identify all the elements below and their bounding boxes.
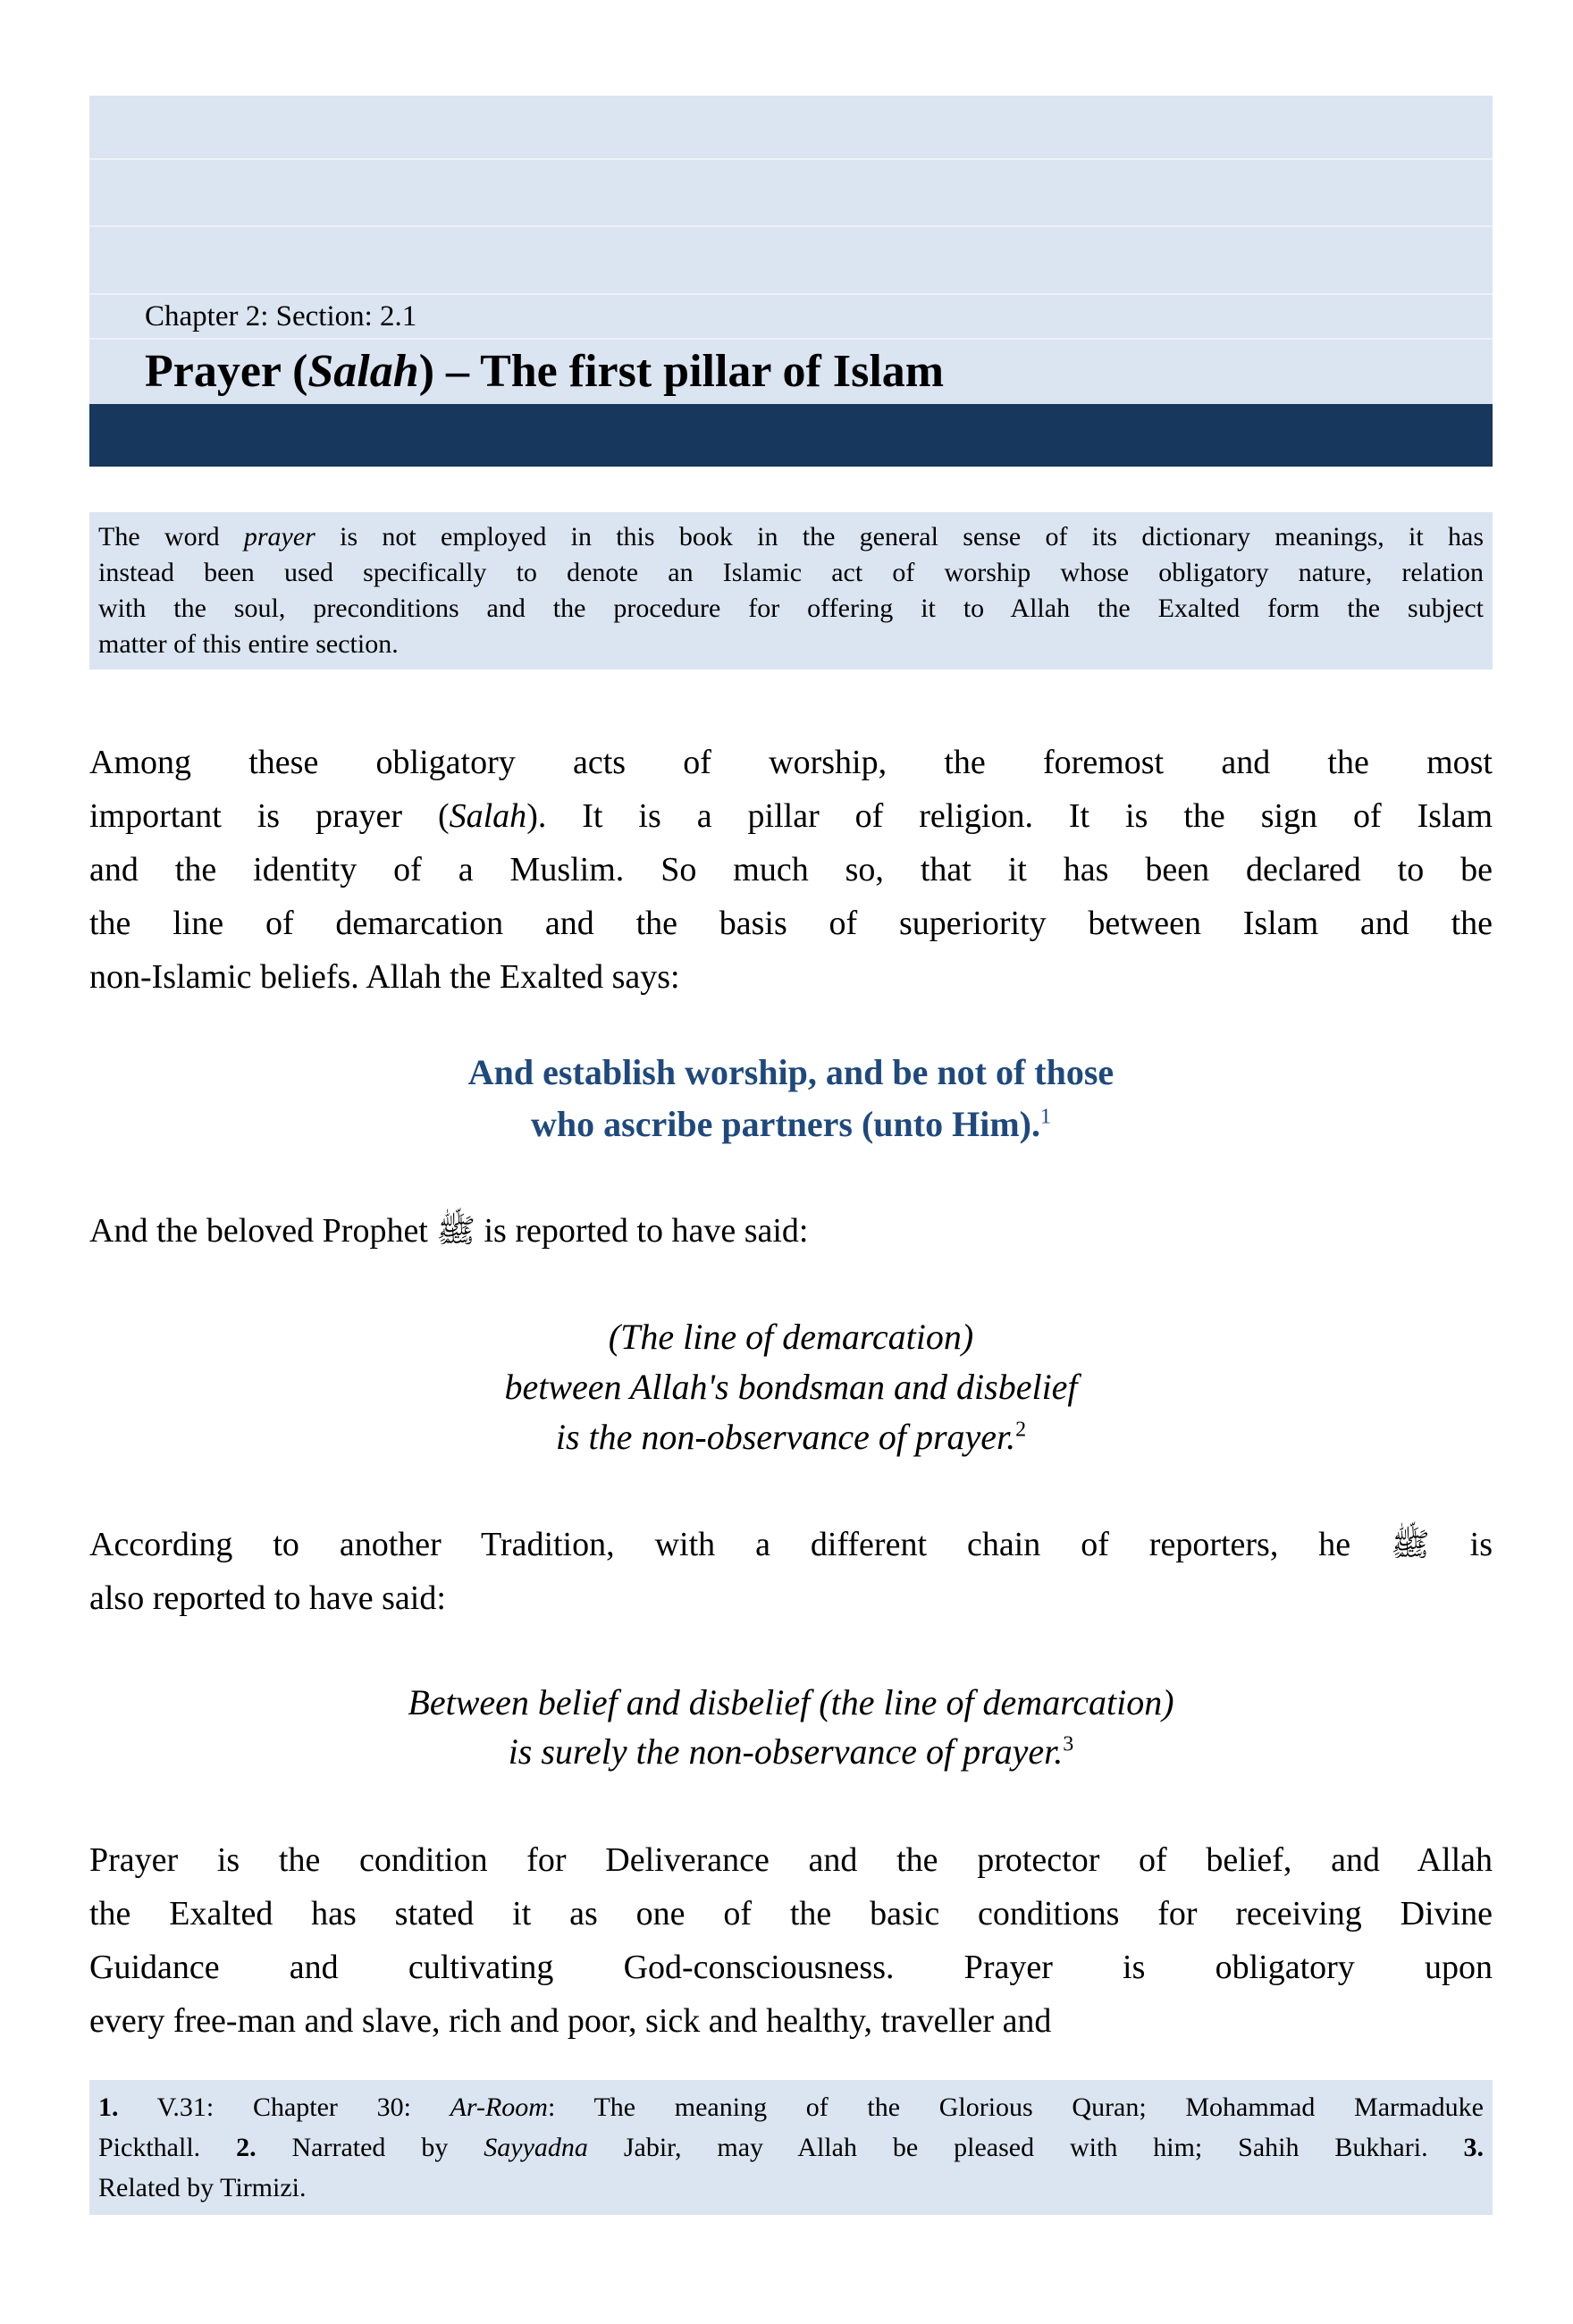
text-line: also reported to have said: xyxy=(89,1579,446,1617)
paragraph-deliverance xyxy=(89,1833,1493,2048)
text-line: And establish worship, and be not of those xyxy=(467,1052,1115,1092)
text-line: between Allah's bondsman and disbelief xyxy=(504,1367,1078,1407)
footnote-ref-2: 2 xyxy=(1015,1418,1027,1442)
body-text: is xyxy=(1429,1526,1493,1563)
text-line: and the identity of a Muslim. So much so, that it has been declared to be xyxy=(89,851,1493,888)
intro-text: The word xyxy=(98,522,244,552)
body-text: ). It is a pillar of religion. It is the sign of Islam xyxy=(526,797,1493,835)
intro-text: is not employed in this book in the general sense of its dictionary meanings, it has xyxy=(315,522,1484,552)
text-line: Between belief and disbelief (the line of demarcation) xyxy=(408,1682,1174,1722)
text-line: Guidance and cultivating God-consciousness. Prayer is obligatory upon xyxy=(89,1949,1493,1986)
text-line xyxy=(89,1518,1493,1571)
text-line xyxy=(98,2087,1484,2127)
text-line: every free-man and slave, rich and poor, sick and healthy, traveller and xyxy=(89,2002,1052,2040)
paragraph-another-tradition xyxy=(89,1518,1493,1625)
text-line: with the soul, preconditions and the procedure for offering it to Allah the Exalted form the subject xyxy=(98,594,1484,623)
header-row xyxy=(89,96,1493,160)
footnote-text: Pickthall. xyxy=(98,2133,237,2162)
title-divider-bar xyxy=(89,404,1493,467)
header-row xyxy=(89,160,1493,227)
footnote-ref-3: 3 xyxy=(1063,1732,1074,1756)
text-line: Among these obligatory acts of worship, the foremost and the most xyxy=(89,744,1493,781)
text-line xyxy=(89,1099,1493,1150)
footnote-italic-word: Ar-Room xyxy=(450,2092,548,2122)
footnote-number: 1. xyxy=(98,2092,119,2122)
footnote-text: V.31: Chapter 30: xyxy=(118,2092,450,2122)
intro-box xyxy=(89,512,1493,669)
body-text: important is prayer ( xyxy=(89,797,450,835)
title-text: Prayer ( xyxy=(145,346,308,397)
chapter-section-label xyxy=(89,295,1493,340)
quote-text: who ascribe partners (unto Him). xyxy=(531,1104,1040,1144)
footnote-text: Narrated by xyxy=(256,2133,484,2162)
footnotes-box xyxy=(89,2080,1493,2215)
text-line xyxy=(89,1204,1493,1258)
text-line: Prayer is the condition for Deliverance and the protector of belief, and Allah xyxy=(89,1841,1493,1879)
footnote-number: 2. xyxy=(236,2133,257,2162)
header-row xyxy=(89,227,1493,295)
header-band xyxy=(89,96,1493,404)
text-line: instead been used specifically to denote an Islamic act of worship whose obligatory nature, relation xyxy=(98,558,1484,587)
paragraph-prophet-reported xyxy=(89,1204,1493,1258)
text-line xyxy=(98,519,1484,555)
text-line xyxy=(89,1727,1493,1776)
footnote-number: 3. xyxy=(1463,2133,1484,2162)
footnote-italic-word: Sayyadna xyxy=(484,2133,588,2162)
text-line: matter of this entire section. xyxy=(98,629,399,659)
pbuh-calligraphy-symbol: ﷺ xyxy=(1391,1526,1430,1563)
page-title xyxy=(89,340,1493,404)
text-line xyxy=(89,789,1493,843)
quran-verse-quote xyxy=(89,1047,1493,1150)
footnote-text: Jabir, may Allah be pleased with him; Sahih Bukhari. xyxy=(587,2133,1464,2162)
text-line: the line of demarcation and the basis of superiority between Islam and the xyxy=(89,905,1493,942)
footnote-ref-1: 1 xyxy=(1039,1105,1051,1129)
intro-italic-word: prayer xyxy=(243,522,315,552)
body-text: According to another Tradition, with a different chain of reporters, he xyxy=(89,1526,1392,1563)
text-line: the Exalted has stated it as one of the basic conditions for receiving Divine xyxy=(89,1895,1493,1932)
text-line: Related by Tirmizi. xyxy=(98,2173,307,2202)
pbuh-calligraphy-symbol: ﷺ xyxy=(436,1212,475,1250)
salah-italic-word: Salah xyxy=(449,797,527,835)
body-text: And the beloved Prophet xyxy=(89,1212,437,1250)
text-line xyxy=(98,2127,1484,2168)
quote-text: is surely the non-observance of prayer. xyxy=(508,1731,1064,1772)
chapter-section-text: Chapter 2: Section: 2.1 xyxy=(145,300,417,333)
text-line xyxy=(89,1412,1493,1462)
body-text: is reported to have said: xyxy=(475,1212,809,1250)
hadith-quote-1 xyxy=(89,1312,1493,1462)
quote-text: is the non-observance of prayer. xyxy=(555,1417,1016,1457)
hadith-quote-2 xyxy=(89,1678,1493,1776)
content-column xyxy=(89,96,1493,2215)
footnote-text: : The meaning of the Glorious Quran; Mohammad Marmaduke xyxy=(547,2092,1484,2122)
paragraph-obligatory-acts xyxy=(89,736,1493,1004)
text-line: (The line of demarcation) xyxy=(608,1317,974,1357)
text-line: non-Islamic beliefs. Allah the Exalted says: xyxy=(89,958,680,996)
title-italic-word: Salah xyxy=(307,346,419,397)
title-text: ) – The first pillar of Islam xyxy=(418,346,945,397)
